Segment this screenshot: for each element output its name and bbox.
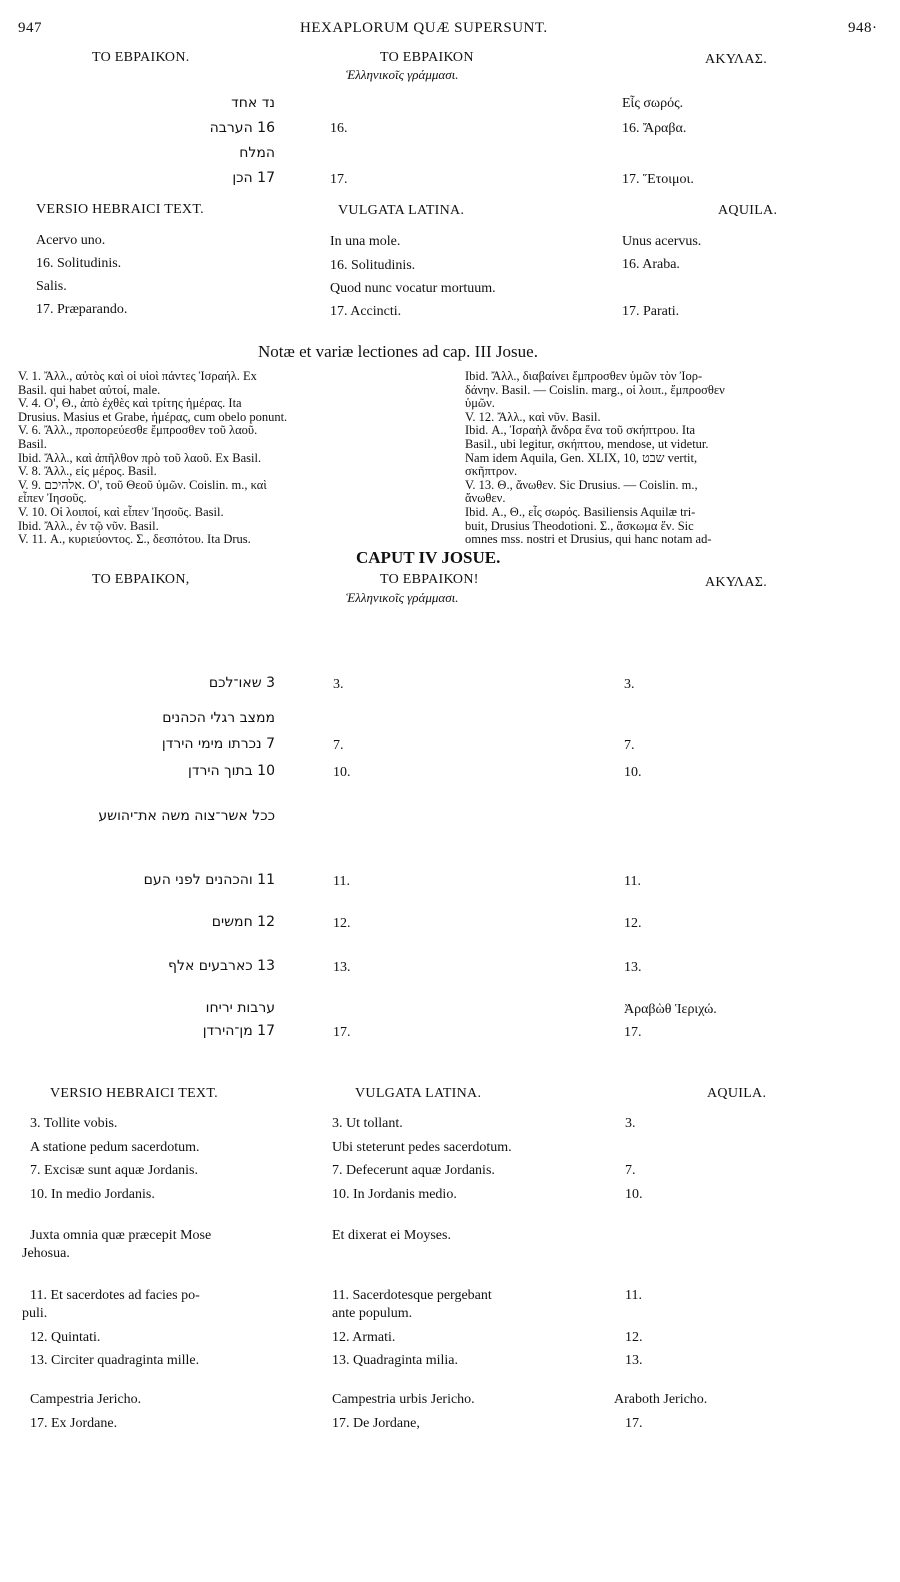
vulgata-text: Et dixerat ei Moyses. (332, 1228, 451, 1243)
note-line: V. 4. Ο', Θ., ἀπὸ ἐχθὲς καὶ τρίτης ἡμέρας. Ita (18, 396, 242, 411)
note-line: V. 10. Οἱ λοιποί, καὶ εἶπεν Ἰησοῦς. Basil. (18, 504, 224, 519)
greek-translit-text: 7. (333, 738, 344, 753)
greek-translit-text: 11. (333, 874, 350, 889)
versio-text: Salis. (36, 279, 67, 294)
col-head-hebraicon-greek: ΤΟ ΕΒΡΑΙΚΟΝ (380, 50, 474, 65)
vulgata-text: 10. In Jordanis medio. (332, 1187, 457, 1202)
col-head-aquila-latin: AQUILA. (707, 1086, 767, 1101)
versio-text: 11. Et sacerdotes ad facies po- (30, 1288, 200, 1303)
aquila-greek-text: 13. (624, 960, 642, 975)
greek-translit-text: 13. (333, 960, 351, 975)
versio-text: Acervo uno. (36, 233, 106, 248)
col-head-aquila: ΑΚΥΛΑΣ. (705, 52, 768, 67)
note-line: V. 8. Ἄλλ., εἰς μέρος. Basil. (18, 464, 157, 479)
note-line: V. 9. אלהיכם. Ο', τοῦ Θεοῦ ὑμῶν. Coislin. m., καὶ (18, 477, 267, 492)
vulgata-text: 12. Armati. (332, 1330, 396, 1345)
versio-text: 17. Ex Jordane. (30, 1416, 118, 1431)
aquila-latin-text: 7. (625, 1163, 636, 1178)
note-line: V. 1. Ἄλλ., αὐτὸς καὶ οἱ υἱοὶ πάντες Ἰσραήλ. Ex (18, 369, 257, 383)
note-line: ἄνωθεν. (465, 491, 506, 506)
vulgata-text: 3. Ut tollant. (332, 1116, 403, 1131)
aquila-latin-text: 11. (625, 1288, 642, 1303)
versio-text: 10. In medio Jordanis. (30, 1187, 155, 1202)
note-line: buit, Drusius Theodotioni. Σ., ἄσκωμα ἕν. Sic (465, 518, 694, 533)
aquila-latin-text: 17. Parati. (622, 304, 680, 319)
greek-translit-text: 17. (330, 172, 348, 187)
aquila-greek-text: 12. (624, 916, 642, 931)
aquila-latin-text: 13. (625, 1353, 643, 1368)
versio-text: 3. Tollite vobis. (30, 1116, 118, 1131)
col-head-vulgata: VULGATA LATINA. (355, 1086, 482, 1101)
running-title: HEXAPLORUM QUÆ SUPERSUNT. (300, 20, 548, 36)
aquila-greek-text: Ἀραβὼθ Ἱεριχώ. (624, 1002, 717, 1017)
note-line: Ibid. Α., Ἰσραὴλ ἄνδρα ἕνα τοῦ σκήπτρου. Ita (465, 423, 696, 438)
note-line: σκῆπτρον. (465, 464, 518, 479)
col-head-versio: VERSIO HEBRAICI TEXT. (50, 1086, 218, 1101)
note-line: δάνην. Basil. — Coislin. marg., οἱ λοιπ., ἔμπροσθεν (465, 382, 725, 397)
note-line: omnes mss. nostri et Drusius, qui hanc notam ad- (465, 532, 712, 547)
greek-translit-text: 12. (333, 916, 351, 931)
col-head-hebraicon-greek: ΤΟ ΕΒΡΑΙΚΟΝ! (380, 572, 479, 587)
aquila-latin-text: 16. Araba. (622, 257, 680, 272)
hebrew-text: 7 נכרתו מימי הירדן (161, 736, 275, 752)
aquila-latin-text: 3. (625, 1116, 636, 1131)
versio-text: 17. Præparando. (36, 302, 128, 317)
col-head-aquila: ΑΚΥΛΑΣ. (705, 575, 768, 590)
vulgata-text: 17. Accincti. (330, 304, 402, 319)
aquila-greek-text: 11. (624, 874, 641, 889)
note-line: Ibid. Ἄλλ., διαβαίνει ἔμπροσθεν ὑμῶν τὸν Ἰορ- (465, 369, 703, 383)
versio-text: Campestria Jericho. (30, 1392, 142, 1407)
hebrew-text: 12 חמשים (211, 914, 275, 930)
versio-text: 16. Solitudinis. (36, 256, 122, 271)
chapter-title: CAPUT IV JOSUE. (356, 548, 501, 567)
greek-translit-text: 17. (333, 1025, 351, 1040)
hebrew-text: 13 כארבעים אלף (168, 958, 275, 974)
col-head-vulgata: VULGATA LATINA. (338, 203, 465, 218)
note-line: Nam idem Aquila, Gen. XLIX, 10, שבט vertit, (465, 450, 698, 465)
note-line: Ibid. Α., Θ., εἷς σωρός. Basiliensis Aquilæ tri- (465, 504, 696, 519)
col-head-versio: VERSIO HEBRAICI TEXT. (36, 202, 204, 217)
vulgata-text: 17. De Jordane, (332, 1416, 420, 1431)
aquila-greek-text: Εἷς σωρός. (622, 96, 684, 111)
versio-text: 12. Quintati. (30, 1330, 101, 1345)
note-line: Ibid. Ἄλλ., ἐν τῷ νῦν. Basil. (18, 518, 159, 533)
col-subhead-greek-letters: Ἑλληνικοῖς γράμμασι. (346, 67, 459, 82)
note-line: εἶπεν Ἰησοῦς. (18, 491, 87, 506)
page-number-left: 947 (18, 20, 42, 36)
col-head-aquila-latin: AQUILA. (718, 203, 778, 218)
aquila-latin-text: Unus acervus. (622, 234, 702, 249)
notes-right-column (465, 370, 885, 547)
greek-translit-text: 3. (333, 677, 344, 692)
greek-translit-text: 16. (330, 121, 348, 136)
versio-text: puli. (22, 1306, 48, 1321)
versio-text: Jehosua. (22, 1246, 70, 1261)
vulgata-text: 7. Defecerunt aquæ Jordanis. (332, 1163, 495, 1178)
notes-left-column (18, 370, 443, 547)
hebrew-text: ככל אשר־צוה משה את־יהושע (98, 808, 275, 824)
aquila-greek-text: 17. (624, 1025, 642, 1040)
aquila-latin-text: 17. (625, 1416, 643, 1431)
vulgata-text: Ubi steterunt pedes sacerdotum. (332, 1140, 512, 1155)
vulgata-text: 11. Sacerdotesque pergebant (332, 1288, 492, 1303)
vulgata-text: In una mole. (330, 234, 401, 249)
note-line: Basil. (18, 436, 47, 451)
note-line: Basil. qui habet αὐτοί, male. (18, 382, 161, 397)
hebrew-text: 16 הערבה (209, 120, 275, 136)
hebrew-text: המלח (239, 145, 275, 161)
note-line: Ibid. Ἄλλ., καὶ ἀπῆλθον πρὸ τοῦ λαοῦ. Ex Basil. (18, 450, 262, 465)
note-line: V. 11. Α., κυριεύοντος. Σ., δεσπότου. Ita Drus. (18, 532, 251, 547)
hebrew-text: 11 והכהנים לפני העם (143, 872, 275, 888)
note-line: V. 13. Θ., ἄνωθεν. Sic Drusius. — Coislin. m., (465, 477, 698, 492)
hebrew-text: 17 הכן (232, 170, 275, 186)
note-line: V. 12. Ἄλλ., καὶ νῦν. Basil. (465, 409, 601, 424)
vulgata-text: Campestria urbis Jericho. (332, 1392, 475, 1407)
vulgata-text: Quod nunc vocatur mortuum. (330, 281, 496, 296)
aquila-greek-text: 7. (624, 738, 635, 753)
aquila-greek-text: 10. (624, 765, 642, 780)
col-head-hebraicon: ΤΟ ΕΒΡΑΙΚΟΝ, (92, 572, 190, 587)
aquila-latin-text: 10. (625, 1187, 643, 1202)
hebrew-text: ממצב רגלי הכהנים (162, 710, 275, 726)
aquila-latin-text: 12. (625, 1330, 643, 1345)
note-line: Basil., ubi legitur, σκήπτου, mendose, ut videtur. (465, 436, 709, 451)
aquila-greek-text: 3. (624, 677, 635, 692)
versio-text: 13. Circiter quadraginta mille. (30, 1353, 200, 1368)
vulgata-text: ante populum. (332, 1306, 413, 1321)
aquila-latin-text: Araboth Jericho. (614, 1392, 708, 1407)
versio-text: 7. Excisæ sunt aquæ Jordanis. (30, 1163, 198, 1178)
notes-title: Notæ et variæ lectiones ad cap. III Josue. (258, 342, 538, 361)
note-line: ὑμῶν. (465, 396, 495, 411)
hebrew-text: 10 בתוך הירדן (188, 763, 275, 779)
hebrew-text: 3 שאו־לכם (208, 675, 275, 691)
col-head-hebraicon: ΤΟ ΕΒΡΑΙΚΟΝ. (92, 50, 190, 65)
hebrew-text: 17 מן־הירדן (202, 1023, 275, 1039)
aquila-greek-text: 16. Ἄραβα. (622, 121, 687, 136)
versio-text: Juxta omnia quæ præcepit Mose (30, 1228, 212, 1243)
hebrew-text: ערבות יריחו (205, 1000, 275, 1016)
vulgata-text: 13. Quadraginta milia. (332, 1353, 458, 1368)
vulgata-text: 16. Solitudinis. (330, 258, 416, 273)
greek-translit-text: 10. (333, 765, 351, 780)
aquila-greek-text: 17. Ἕτοιμοι. (622, 172, 694, 187)
note-line: Drusius. Masius et Grabe, ἡμέρας, cum obelo ponunt. (18, 409, 288, 424)
hebrew-text: נד אחד (231, 95, 275, 111)
versio-text: A statione pedum sacerdotum. (30, 1140, 200, 1155)
page-number-right: 948· (848, 20, 878, 36)
col-subhead-greek-letters: Ἑλληνικοῖς γράμμασι. (346, 590, 459, 605)
note-line: V. 6. Ἄλλ., προπορεύεσθε ἔμπροσθεν τοῦ λαοῦ. (18, 423, 258, 438)
